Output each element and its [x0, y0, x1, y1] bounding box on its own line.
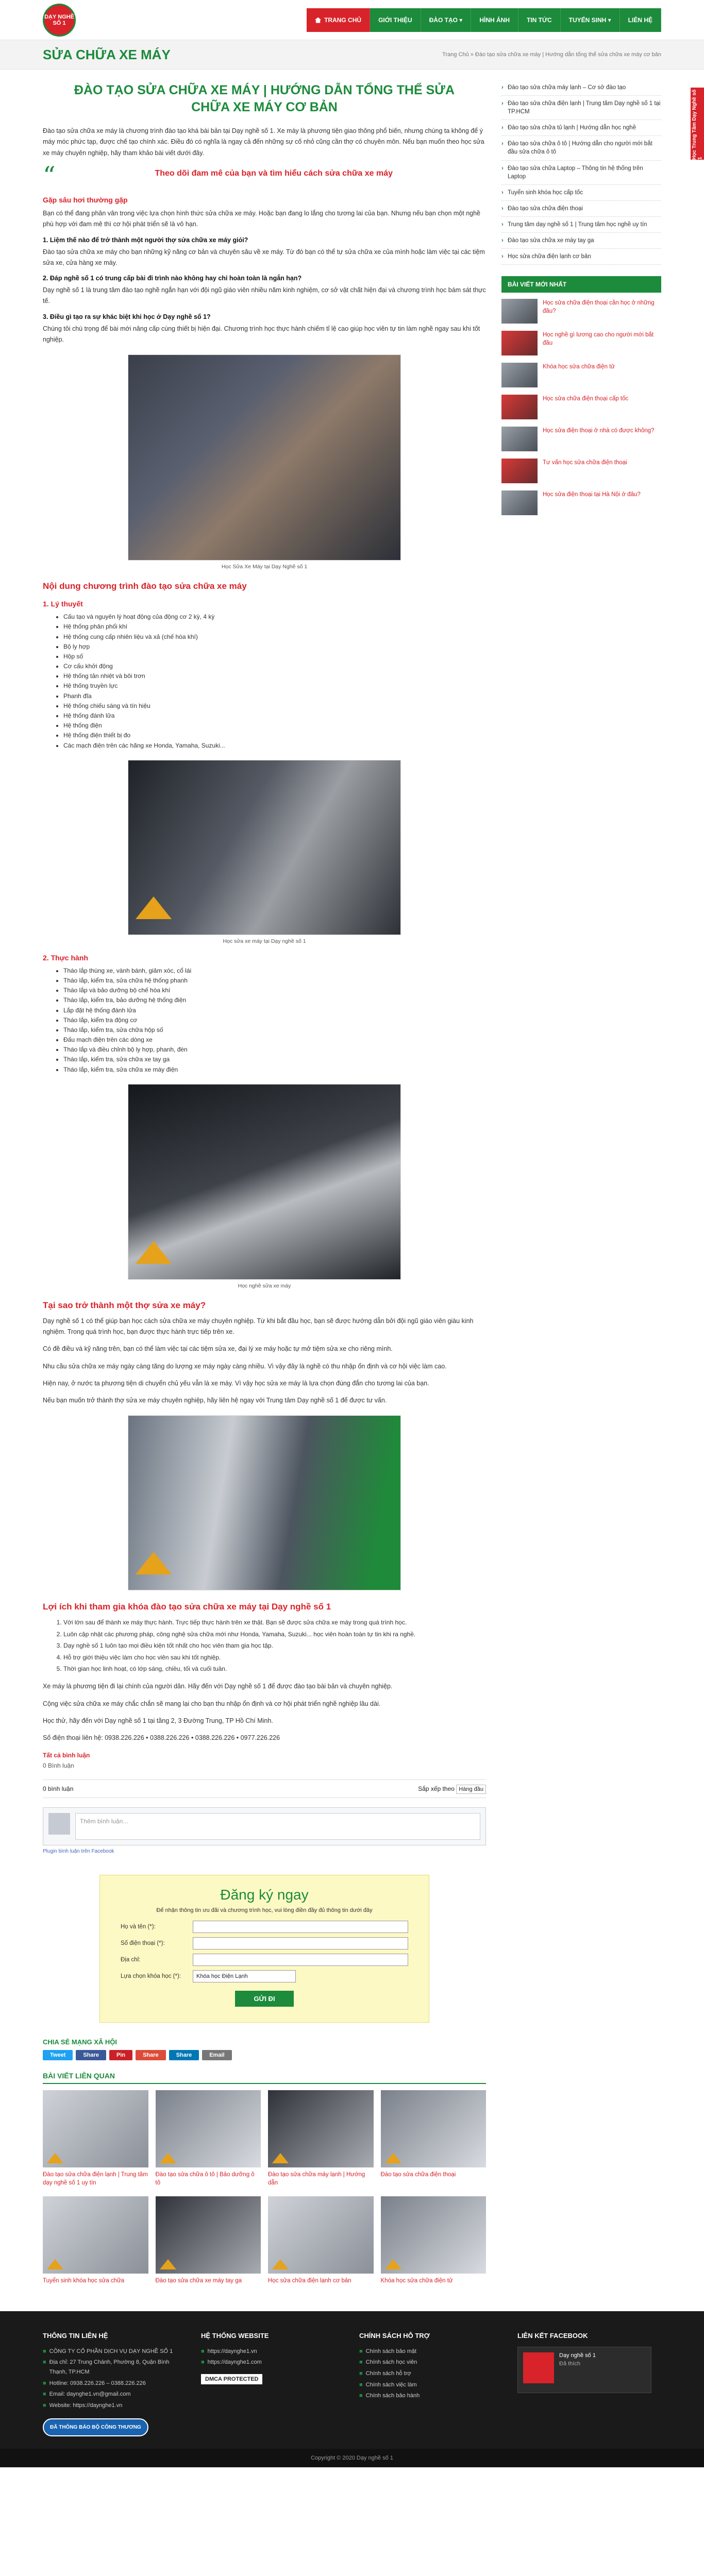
practice-item: • Tháo lắp, kiểm tra, bảo dưỡng hệ thống điện [63, 995, 486, 1005]
pinterest-share-button[interactable]: Pin [109, 2050, 132, 2060]
comment-count: 0 Bình luận [43, 1762, 74, 1770]
post-thumbnail [501, 363, 538, 387]
sidebar-post[interactable] [501, 427, 661, 451]
theory-item: • Hệ thống tản nhiệt và bôi trơn [63, 671, 486, 681]
email-share-button[interactable]: Email [202, 2050, 231, 2060]
related-heading: BÀI VIẾT LIÊN QUAN [43, 2072, 486, 2084]
related-title: Đào tạo sửa chữa điện thoại [380, 2172, 456, 2178]
section-heading: Tại sao trở thành một thợ sửa xe máy? [43, 1300, 206, 1310]
site-logo[interactable]: DẠY NGHỀ SỐ 1 [43, 4, 76, 37]
sidebar-link[interactable]: › Trung tâm dạy nghề số 1 | Trung tâm học nghề uy tín [501, 217, 661, 233]
bullet-icon: ■ [43, 2380, 46, 2386]
practice-item: • Lắp đặt hệ thống đánh lửa [63, 1006, 486, 1015]
nav-item-news[interactable]: TIN TỨC [518, 8, 561, 32]
theory-item: • Hệ thống cung cấp nhiên liệu và xả (chế hòa khí) [63, 632, 486, 642]
post-title: Tư vấn học sửa chữa điện thoại [543, 460, 627, 466]
theory-item: • Hệ thống phân phối khí [63, 622, 486, 632]
comment-box [43, 1807, 486, 1845]
related-thumbnail [156, 2090, 261, 2167]
bullet-icon: ■ [43, 2402, 46, 2409]
avatar [48, 1813, 70, 1835]
post-thumbnail [501, 459, 538, 483]
main-nav [307, 8, 661, 32]
nav-item-contact[interactable]: LIÊN HỆ [620, 8, 661, 32]
sidebar [501, 80, 661, 2306]
figure-caption: Học sửa xe máy tại Dạy nghề số 1 [223, 938, 306, 944]
benefit-list [63, 1617, 486, 1674]
sort-control: Sắp xếp theo Hàng đầu [418, 1785, 486, 1792]
sidebar-link[interactable]: › Đào tạo sửa chữa ô tô | Hướng dẫn cho người mới bắt đầu sửa chữa ô tô [501, 136, 661, 160]
comments-heading: Tất cả bình luận [43, 1752, 90, 1759]
bullet-icon: ■ [359, 2393, 363, 2399]
post-thumbnail [501, 331, 538, 355]
post-title: Học nghề gì lương cao cho người mới bắt đầu [543, 332, 654, 347]
sidebar-post[interactable] [501, 490, 661, 515]
footer-line: ■ Địa chỉ: 27 Trung Chánh, Phường 8, Quận Bình Thạnh, TP.HCM [43, 2358, 187, 2377]
phone-input[interactable] [193, 1937, 408, 1950]
bullet-icon: ■ [43, 2348, 46, 2354]
footer-line[interactable]: ■ Chính sách bảo hành [359, 2391, 503, 2401]
nav-item-training[interactable]: ĐÀO TẠO ▾ [421, 8, 472, 32]
related-card[interactable] [43, 2090, 148, 2187]
theory-item: • Hệ thống truyền lực [63, 681, 486, 691]
post-thumbnail [501, 299, 538, 324]
form-label: Số điện thoại (*): [121, 1940, 165, 1947]
watermark-logo [136, 896, 172, 927]
course-select[interactable]: Khóa học Điện Lạnh [193, 1970, 296, 1982]
footer-facebook: LIÊN KẾT FACEBOOK Dạy nghề số 1 Đã thích [517, 2332, 661, 2436]
sidebar-link[interactable]: › Đào tạo sửa chữa Laptop – Thông tin hệ thống trên Laptop [501, 161, 661, 185]
benefit-item: 1. Với lớn sau để thành xe máy thực hành. Trực tiếp thực hành trên xe thật. Bạn sẽ được sửa chữa xe máy trong quá trình học. [63, 1617, 486, 1628]
quote-icon: “ [43, 161, 56, 190]
bullet-icon: ■ [201, 2348, 205, 2354]
faq-answer: Dạy nghề số 1 là trung tâm đào tạo nghề ngắn hạn với đội ngũ giáo viên nhiều năm kinh nghiệm, cơ sở vật chất hiện đại và chương trình học bám sát thực tế. [43, 286, 486, 305]
page-title: SỬA CHỮA XE MÁY [43, 46, 171, 62]
related-card[interactable] [268, 2090, 374, 2187]
figure-caption: Học nghề sửa xe máy [238, 1282, 291, 1289]
benefit-item: 4. Hỗ trợ giới thiệu việc làm cho học viên sau khi tốt nghiệp. [63, 1652, 486, 1663]
related-thumbnail [156, 2196, 261, 2274]
practice-item: • Tháo lắp, kiểm tra, sửa chữa xe máy điện [63, 1065, 486, 1075]
sidebar-links [501, 80, 661, 265]
side-float-tab[interactable]: Học Trung Tâm Dạy Nghề số 1 [691, 88, 704, 160]
footer-line[interactable]: ■ Chính sách bảo mật [359, 2347, 503, 2357]
linkedin-share-button[interactable]: Share [169, 2050, 199, 2060]
bullet-icon: ■ [359, 2381, 363, 2388]
post-thumbnail [501, 395, 538, 419]
figure [43, 760, 486, 944]
site-header [0, 0, 704, 40]
post-thumbnail [501, 427, 538, 451]
copyright: Copyright © 2020 Dạy nghề số 1 [0, 2449, 704, 2467]
footer-policies: CHÍNH SÁCH HỖ TRỢ ■ Chính sách bảo mật ■ Chính sách học viên ■ Chính sách hỗ trợ ■ Chính sách việc làm ■ Chính sách bảo hành [359, 2332, 503, 2436]
paragraph: Bạn có thể đang phân vân trong việc lựa chọn hình thức sửa chữa xe máy. Hoặc bạn đang lo lắng cho tương lai của bạn. Nhưng nếu bạn chọn một nghề phù hợp với đam mê thì cơ hội phát triển sẽ là vô hạn. [43, 210, 480, 228]
facebook-page-avatar [523, 2352, 554, 2383]
paragraph: Xe máy là phương tiện đi lại chính của người dân. Hãy đến với Dạy nghề số 1 để được đào tạo bài bản và chuyên nghiệp. [43, 1683, 393, 1690]
practice-item: • Tháo lắp, kiểm tra, sửa chữa hộp số [63, 1025, 486, 1035]
paragraph: Dạy nghề số 1 có thể giúp bạn học cách sửa chữa xe máy chuyên nghiệp. Từ khi bắt đầu học, bạn sẽ được hướng dẫn bởi đội ngũ giáo viên giàu kinh nghiệm. Trong quá trình học, bạn được thực hành trực tiếp trên xe. [43, 1317, 474, 1336]
paragraph: Học thử, hãy đến với Dạy nghề số 1 tại tầng 2, 3 Đường Trung, TP Hồ Chí Minh. [43, 1717, 273, 1724]
sidebar-link[interactable]: › Đào tạo sửa chữa điện lạnh | Trung tâm Dạy nghề số 1 tại TP.HCM [501, 96, 661, 120]
bullet-icon: ■ [43, 2391, 46, 2398]
article-title: ĐÀO TẠO SỬA CHỮA XE MÁY | HƯỚNG DẪN TỔNG THỂ SỬA CHỮA XE MÁY CƠ BẢN [74, 83, 455, 114]
facebook-page-box[interactable]: Dạy nghề số 1 Đã thích [517, 2347, 651, 2393]
post-title: Học sửa điện thoại ở nhà có được không? [543, 428, 655, 434]
sidebar-post[interactable] [501, 459, 661, 483]
name-input[interactable] [193, 1921, 408, 1933]
related-grid [43, 2090, 486, 2285]
related-card[interactable] [381, 2196, 487, 2285]
related-title: Đào tạo sửa chữa máy lạnh | Hướng dẫn [268, 2172, 365, 2187]
benefit-item: 5. Thời gian học linh hoạt, có lớp sáng, chiều, tối và cuối tuần. [63, 1664, 486, 1674]
breadcrumb[interactable]: Trang Chủ » Đào tạo sửa chữa xe máy | Hướng dẫn tổng thể sửa chữa xe máy cơ bản [442, 52, 661, 58]
theory-item: • Hộp số [63, 652, 486, 662]
related-card[interactable] [381, 2090, 487, 2187]
practice-item: • Tháo lắp, kiểm tra, sửa chữa hệ thống phanh [63, 976, 486, 986]
submit-button[interactable]: GỬI ĐI [235, 1991, 293, 2007]
related-thumbnail [381, 2196, 487, 2274]
benefit-item: 2. Luôn cập nhật các phương pháp, công nghệ sửa chữa mới như Honda, Yamaha, Suzuki... học viên hoàn toàn tự tin khi ra nghề. [63, 1629, 486, 1639]
form-subtitle: Để nhận thông tin ưu đãi và chương trình học, vui lòng điền đầy đủ thông tin dưới đây [156, 1907, 373, 1914]
dmca-badge[interactable]: DMCA PROTECTED [201, 2374, 262, 2384]
theory-list [63, 612, 486, 751]
benefit-item: 3. Dạy nghề số 1 luôn tạo mọi điều kiện tốt nhất cho học viên tham gia học tập. [63, 1640, 486, 1651]
section-heading: Gặp sâu hơi thường gặp [43, 196, 128, 205]
contact-phones: Số điện thoại liên hệ: 0938.226.226 • 0388.226.226 • 0388.226.226 • 0977.226.226 [43, 1734, 280, 1742]
related-thumbnail [43, 2090, 148, 2167]
related-card[interactable] [156, 2090, 261, 2187]
footer-websites: HỆ THỐNG WEBSITE ■ https://daynghe1.vn ■ https://daynghe1.com DMCA PROTECTED [201, 2332, 345, 2436]
form-label: Địa chỉ: [121, 1957, 141, 1963]
faq-answer: Đào tạo sửa chữa xe máy cho bạn những kỹ năng cơ bản và chuyên sâu về xe máy. Từ đó bạn có thể tự sửa chữa xe của mình hoặc làm việc tại các tiệm sửa xe, cửa hàng xe máy. [43, 248, 485, 266]
section-heading: Nội dung chương trình đào tạo sửa chữa xe máy [43, 581, 247, 591]
article-photo[interactable] [128, 760, 401, 935]
form-label: Họ và tên (*): [121, 1924, 156, 1930]
theory-item: • Hệ thống điện [63, 721, 486, 731]
sidebar-link[interactable]: › Đào tạo sửa chữa điện thoại [501, 201, 661, 217]
theory-item: • Cơ cấu khởi động [63, 662, 486, 671]
form-title: Đăng ký ngay [220, 1887, 309, 1903]
theory-item: • Hệ thống đánh lửa [63, 711, 486, 721]
article [43, 80, 486, 2306]
article-quote: “ Theo dõi đam mê của bạn và tìm hiểu cách sửa chữa xe máy [43, 161, 393, 190]
footer-line[interactable]: ■ Chính sách việc làm [359, 2380, 503, 2390]
home-icon [315, 18, 321, 23]
twitter-share-button[interactable]: Tweet [43, 2050, 73, 2060]
paragraph: Cộng việc sửa chữa xe máy chắc chắn sẽ mang lại cho bạn thu nhập ổn định và cơ hội phát triển nghề nghiệp lâu dài. [43, 1700, 381, 1707]
subsection-heading: 2. Thực hành [43, 953, 88, 962]
post-title: Học sửa chữa điện thoại cấp tốc [543, 396, 629, 402]
page-titlebar [0, 40, 704, 70]
paragraph: Có đề điều và kỹ năng trên, bạn có thể làm việc tại các tiệm sửa xe, đại lý xe máy hoặc tự mở tiệm sửa xe cho riêng mình. [43, 1345, 393, 1353]
sidebar-link[interactable]: › Đào tạo sửa chữa xe máy tay ga [501, 233, 661, 249]
sidebar-posts [501, 299, 661, 515]
section-heading: Lợi ích khi tham gia khóa đào tạo sửa chữa xe máy tại Dạy nghề số 1 [43, 1602, 331, 1612]
practice-item: • Tháo lắp và bảo dưỡng bộ chế hòa khí [63, 986, 486, 995]
ministry-badge[interactable]: ĐÃ THÔNG BÁO BỘ CÔNG THƯƠNG [43, 2418, 148, 2436]
footer-line: ■ Website: https://daynghe1.vn [43, 2401, 187, 2411]
facebook-share-button[interactable]: Share [76, 2050, 106, 2060]
related-title: Học sửa chữa điện lạnh cơ bản [268, 2278, 351, 2284]
related-title: Đào tạo sửa chữa xe máy tay ga [155, 2278, 242, 2284]
sidebar-link[interactable]: › Đào tạo sửa chữa máy lạnh – Cơ sở đào tạo [501, 80, 661, 96]
article-intro: Đào tạo sửa chữa xe máy là chương trình đào tạo khá bài bản tại Dạy nghề số 1. Xe máy là phương tiện giao thông phổ biến, nhưng chúng ta không để ý máy móc phức tạp, được chế tạo chính xác. Điều đó có nghĩa là ngay cả đến những sự cố nhỏ cũng cần thợ có chuyên môn. Nếu bạn muốn theo học sửa xe máy chuyên nghiệp, hãy tham khảo bài viết dưới đây. [43, 127, 484, 157]
footer-line[interactable]: ■ Chính sách học viên [359, 2358, 503, 2367]
related-thumbnail [268, 2196, 374, 2274]
faq-question: 1. Liệm thế nào để trở thành một người thợ sửa chữa xe máy giỏi? [43, 236, 248, 244]
sidebar-post[interactable] [501, 363, 661, 387]
practice-item: • Đấu mạch điện trên các dòng xe [63, 1035, 486, 1045]
practice-item: • Tháo lắp và điều chỉnh bộ ly hợp, phanh, đèn [63, 1045, 486, 1055]
related-thumbnail [268, 2090, 374, 2167]
theory-item: • Cấu tạo và nguyên lý hoạt động của động cơ 2 kỳ, 4 kỳ [63, 612, 486, 622]
facebook-plugin-link[interactable]: Plugin bình luận trên Facebook [43, 1849, 114, 1855]
practice-list [63, 966, 486, 1075]
site-footer [0, 2311, 704, 2449]
address-input[interactable] [193, 1954, 408, 1966]
paragraph: Nếu bạn muốn trở thành thợ sửa xe máy chuyên nghiệp, hãy liên hệ ngay với Trung tâm Dạy nghề số 1 để được tư vấn. [43, 1397, 387, 1404]
footer-line[interactable]: ■ Chính sách hỗ trợ [359, 2369, 503, 2379]
bullet-icon: ■ [43, 2359, 46, 2366]
post-thumbnail [501, 490, 538, 515]
sidebar-link[interactable]: › Đào tạo sửa chữa tủ lạnh | Hướng dẫn học nghề [501, 120, 661, 136]
nav-item-admission[interactable]: TUYỂN SINH ▾ [561, 8, 620, 32]
footer-contact: THÔNG TIN LIÊN HỆ ■ CÔNG TY CỔ PHẦN DỊCH VỤ DẠY NGHỀ SỐ 1 ■ Địa chỉ: 27 Trung Chánh, Phường 8, Quận Bình Thạnh, TP.HCM ■ Hotline: 0938.226.226 – 0388.226.226 ■ Email: daynghe1.vn@gmail.com ■ Website: https://daynghe1.vn ĐÃ THÔNG BÁO BỘ CÔNG THƯƠNG [43, 2332, 187, 2436]
sidebar-link[interactable]: › Học sửa chữa điện lạnh cơ bản [501, 249, 661, 265]
practice-item: • Tháo lắp thùng xe, vành bánh, giảm xóc, cổ lái [63, 966, 486, 976]
figure [43, 1415, 486, 1590]
sort-select[interactable]: Hàng đầu [456, 1785, 486, 1794]
figure [43, 1084, 486, 1289]
share-heading: CHIA SẺ MẠNG XÃ HỘI [43, 2038, 117, 2046]
comments-bar [43, 1780, 486, 1798]
sidebar-post[interactable] [501, 299, 661, 324]
share-buttons [43, 2050, 486, 2060]
bullet-icon: ■ [359, 2359, 363, 2366]
google-share-button[interactable]: Share [136, 2050, 166, 2060]
practice-item: • Tháo lắp, kiểm tra, sửa chữa xe tay ga [63, 1055, 486, 1064]
bullet-icon: ■ [201, 2359, 205, 2366]
related-title: Đào tạo sửa chữa điện lạnh | Trung tâm dạy nghề số 1 uy tín [43, 2172, 148, 2187]
form-label: Lựa chọn khóa học (*): [121, 1973, 181, 1980]
theory-item: • Hệ thống điện thiết bị đo [63, 731, 486, 740]
related-card[interactable] [268, 2196, 374, 2285]
figure-caption: Học Sửa Xe Máy tại Dạy Nghề số 1 [221, 564, 308, 570]
faq-answer: Chúng tôi chú trọng để bài mới nâng cấp cùng thiết bị hiện đại. Chương trình học thực hành chiếm tỉ lệ cao giúp học viên tự tin làm nghề ngay sau khi tốt nghiệp. [43, 325, 480, 343]
sidebar-post[interactable] [501, 395, 661, 419]
post-title: Học sửa điện thoại tại Hà Nội ở đâu? [543, 492, 641, 498]
nav-item-about[interactable]: GIỚI THIỆU [370, 8, 421, 32]
subsection-heading: 1. Lý thuyết [43, 600, 83, 608]
related-title: Khóa học sửa chữa điện tử [380, 2278, 453, 2284]
post-title: Khóa học sửa chữa điện tử [543, 364, 615, 370]
nav-item-home[interactable]: TRANG CHỦ [307, 8, 370, 32]
nav-item-gallery[interactable]: HÌNH ẢNH [471, 8, 518, 32]
paragraph: Hiện nay, ở nước ta phương tiện di chuyển chủ yếu vẫn là xe máy. Vì vậy học sửa xe máy là lựa chọn đúng đắn cho tương lai của bạn. [43, 1379, 429, 1387]
watermark-logo [136, 1552, 172, 1583]
faq-question: 3. Điều gì tạo ra sự khác biệt khi học ở Dạy nghề số 1? [43, 313, 211, 320]
sidebar-heading: BÀI VIẾT MỚI NHẤT [501, 276, 661, 293]
article-photo[interactable] [128, 354, 401, 561]
post-title: Học sửa chữa điện thoại cần học ở những đâu? [543, 300, 655, 315]
article-photo[interactable] [128, 1084, 401, 1280]
paragraph: Nhu cầu sửa chữa xe máy ngày càng tăng do lượng xe máy ngày càng nhiều. Vì vậy đây là nghề có thu nhập ổn định và cơ hội việc làm cao. [43, 1362, 447, 1370]
theory-item: • Hệ thống chiếu sáng và tín hiệu [63, 701, 486, 711]
comment-total: 0 bình luận [43, 1785, 74, 1793]
article-photo[interactable] [128, 1415, 401, 1590]
theory-item: • Bộ ly hợp [63, 642, 486, 652]
theory-item: • Các mạch điện trên các hãng xe Honda, Yamaha, Suzuki... [63, 741, 486, 751]
footer-line[interactable]: ■ https://daynghe1.vn [201, 2347, 345, 2357]
figure [43, 354, 486, 570]
sidebar-link[interactable]: › Tuyển sinh khóa học cấp tốc [501, 185, 661, 201]
comment-input[interactable]: Thêm bình luận... [75, 1813, 480, 1840]
bullet-icon: ■ [359, 2370, 363, 2377]
related-thumbnail [43, 2196, 148, 2274]
related-thumbnail [381, 2090, 487, 2167]
theory-item: • Phanh đĩa [63, 691, 486, 701]
register-form [99, 1875, 429, 2023]
bullet-icon: ■ [359, 2348, 363, 2354]
related-card[interactable] [156, 2196, 261, 2285]
practice-item: • Tháo lắp, kiểm tra động cơ [63, 1015, 486, 1025]
footer-line[interactable]: ■ https://daynghe1.com [201, 2358, 345, 2367]
footer-line: ■ CÔNG TY CỔ PHẦN DỊCH VỤ DẠY NGHỀ SỐ 1 [43, 2347, 187, 2357]
faq-question: 2. Đáp nghề số 1 có trung cấp bài đi trình nào không hay chỉ hoàn toàn là ngắn hạn? [43, 275, 302, 282]
watermark-logo [136, 1241, 172, 1272]
sidebar-post[interactable] [501, 331, 661, 355]
footer-line: ■ Email: daynghe1.vn@gmail.com [43, 2389, 187, 2399]
related-card[interactable] [43, 2196, 148, 2285]
related-title: Tuyển sinh khóa học sửa chữa [43, 2278, 125, 2284]
related-title: Đào tạo sửa chữa ô tô | Bảo dưỡng ô tô [155, 2172, 255, 2187]
footer-line: ■ Hotline: 0938.226.226 – 0388.226.226 [43, 2379, 187, 2388]
